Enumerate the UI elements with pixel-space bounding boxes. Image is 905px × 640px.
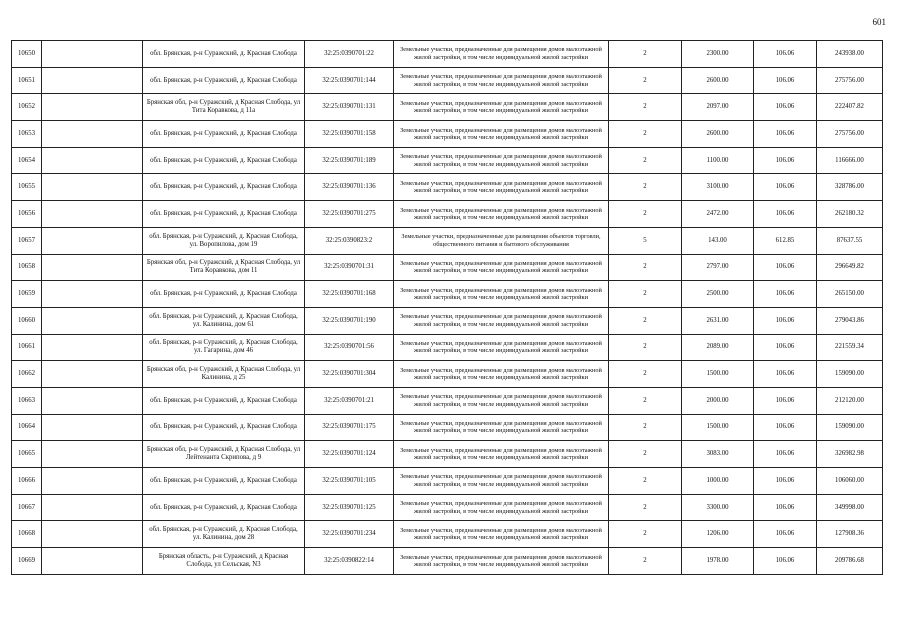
cell-land-use: Земельные участки, предназначенные для размещения домов малоэтажной жилой застройки, в том числе индивидуальной жилой застройки xyxy=(394,361,609,388)
cell-number: 10661 xyxy=(12,334,42,361)
table-body xyxy=(12,41,883,575)
cell-cadastral-number: 32:25:0390701:234 xyxy=(305,521,394,548)
table-row xyxy=(12,94,883,121)
cell-empty xyxy=(42,174,143,201)
cell-cadastral-number: 32:25:0390701:168 xyxy=(305,281,394,308)
cell-empty xyxy=(42,254,143,281)
cell-number: 10654 xyxy=(12,147,42,174)
cell-address: Брянская обл, р-н Суражский, д Красная Слобода, ул Тита Коравкова, дом 11 xyxy=(143,254,305,281)
cell-empty xyxy=(42,41,143,68)
cell-address: Брянская область, р-н Суражский, д Красная Слобода, ул Сельская, N3 xyxy=(143,548,305,575)
cell-land-use: Земельные участки, предназначенные для размещения домов малоэтажной жилой застройки, в том числе индивидуальной жилой застройки xyxy=(394,254,609,281)
cell-specific-value: 106.06 xyxy=(754,201,817,228)
cell-group: 2 xyxy=(609,414,682,441)
cell-cadastral-value: 87637.55 xyxy=(817,227,883,254)
cell-area: 2300.00 xyxy=(682,41,754,68)
cell-specific-value: 106.06 xyxy=(754,334,817,361)
cell-number: 10662 xyxy=(12,361,42,388)
cell-cadastral-number: 32:25:0390701:189 xyxy=(305,147,394,174)
cell-land-use: Земельные участки, предназначенные для размещения домов малоэтажной жилой застройки, в том числе индивидуальной жилой застройки xyxy=(394,201,609,228)
cell-address: обл. Брянская, р-н Суражский, д. Красная Слобода xyxy=(143,201,305,228)
cell-area: 2631.00 xyxy=(682,307,754,334)
cell-specific-value: 106.06 xyxy=(754,361,817,388)
cell-group: 2 xyxy=(609,307,682,334)
cell-empty xyxy=(42,281,143,308)
cell-cadastral-number: 32:25:0390701:190 xyxy=(305,307,394,334)
cell-address: обл. Брянская, р-н Суражский, д. Красная Слобода xyxy=(143,468,305,495)
cell-land-use: Земельные участки, предназначенные для размещения домов малоэтажной жилой застройки, в том числе индивидуальной жилой застройки xyxy=(394,174,609,201)
cell-cadastral-value: 265150.00 xyxy=(817,281,883,308)
table-row xyxy=(12,521,883,548)
cell-land-use: Земельные участки, предназначенные для размещения домов малоэтажной жилой застройки, в том числе индивидуальной жилой застройки xyxy=(394,121,609,148)
table-row xyxy=(12,441,883,468)
cell-number: 10653 xyxy=(12,121,42,148)
cell-empty xyxy=(42,94,143,121)
cell-empty xyxy=(42,121,143,148)
cell-specific-value: 106.06 xyxy=(754,147,817,174)
cell-group: 2 xyxy=(609,41,682,68)
cell-specific-value: 106.06 xyxy=(754,414,817,441)
cell-cadastral-value: 279043.86 xyxy=(817,307,883,334)
cell-cadastral-value: 212120.00 xyxy=(817,387,883,414)
cell-cadastral-number: 32:25:0390701:31 xyxy=(305,254,394,281)
cell-number: 10658 xyxy=(12,254,42,281)
cell-cadastral-value: 296649.82 xyxy=(817,254,883,281)
cell-empty xyxy=(42,441,143,468)
cell-address: обл. Брянская, р-н Суражский, д. Красная Слобода xyxy=(143,121,305,148)
cell-address: обл. Брянская, р-н Суражский, д. Красная Слобода xyxy=(143,494,305,521)
cell-number: 10669 xyxy=(12,548,42,575)
table-row xyxy=(12,201,883,228)
table-row xyxy=(12,307,883,334)
cell-cadastral-number: 32:25:0390701:124 xyxy=(305,441,394,468)
table-row xyxy=(12,494,883,521)
cell-cadastral-value: 222407.82 xyxy=(817,94,883,121)
table-row xyxy=(12,387,883,414)
cell-group: 2 xyxy=(609,441,682,468)
cell-group: 2 xyxy=(609,361,682,388)
cell-specific-value: 106.06 xyxy=(754,67,817,94)
cell-cadastral-value: 127908.36 xyxy=(817,521,883,548)
cell-address: обл. Брянская, р-н Суражский, д. Красная Слобода xyxy=(143,414,305,441)
cell-number: 10659 xyxy=(12,281,42,308)
cell-address: Брянская обл, р-н Суражский, д Красная Слобода, ул Тита Коравкова, д 11а xyxy=(143,94,305,121)
cell-cadastral-value: 328786.00 xyxy=(817,174,883,201)
cell-land-use: Земельные участки, предназначенные для размещения домов малоэтажной жилой застройки, в том числе индивидуальной жилой застройки xyxy=(394,147,609,174)
cell-group: 2 xyxy=(609,387,682,414)
cell-empty xyxy=(42,414,143,441)
cell-land-use: Земельные участки, предназначенные для размещения домов малоэтажной жилой застройки, в том числе индивидуальной жилой застройки xyxy=(394,67,609,94)
cell-area: 2472.00 xyxy=(682,201,754,228)
cell-group: 2 xyxy=(609,494,682,521)
cell-area: 1500.00 xyxy=(682,414,754,441)
cell-number: 10655 xyxy=(12,174,42,201)
cell-specific-value: 106.06 xyxy=(754,254,817,281)
cell-specific-value: 106.06 xyxy=(754,441,817,468)
cell-cadastral-number: 32:25:0390701:136 xyxy=(305,174,394,201)
cell-group: 2 xyxy=(609,201,682,228)
cell-empty xyxy=(42,201,143,228)
cell-land-use: Земельные участки, предназначенные для размещения домов малоэтажной жилой застройки, в том числе индивидуальной жилой застройки xyxy=(394,468,609,495)
cell-address: обл. Брянская, р-н Суражский, д. Красная Слобода, ул. Гагарина, дом 46 xyxy=(143,334,305,361)
table-row xyxy=(12,254,883,281)
table-row xyxy=(12,227,883,254)
cell-area: 143.00 xyxy=(682,227,754,254)
cell-number: 10656 xyxy=(12,201,42,228)
cell-area: 2000.00 xyxy=(682,387,754,414)
cell-cadastral-value: 349998.00 xyxy=(817,494,883,521)
table-row xyxy=(12,361,883,388)
cell-specific-value: 106.06 xyxy=(754,281,817,308)
cell-cadastral-number: 32:25:0390701:175 xyxy=(305,414,394,441)
cell-number: 10660 xyxy=(12,307,42,334)
cell-specific-value: 612.85 xyxy=(754,227,817,254)
table-row xyxy=(12,414,883,441)
cell-cadastral-number: 32:25:0390701:158 xyxy=(305,121,394,148)
cell-number: 10664 xyxy=(12,414,42,441)
table-row xyxy=(12,468,883,495)
cell-group: 2 xyxy=(609,281,682,308)
table-row xyxy=(12,174,883,201)
cell-number: 10666 xyxy=(12,468,42,495)
cell-land-use: Земельные участки, предназначенные для размещения домов малоэтажной жилой застройки, в том числе индивидуальной жилой застройки xyxy=(394,307,609,334)
cell-area: 3300.00 xyxy=(682,494,754,521)
cell-area: 3083.00 xyxy=(682,441,754,468)
cell-area: 1000.00 xyxy=(682,468,754,495)
table-row xyxy=(12,67,883,94)
cell-number: 10657 xyxy=(12,227,42,254)
cell-address: обл. Брянская, р-н Суражский, д. Красная Слобода xyxy=(143,41,305,68)
table-row xyxy=(12,121,883,148)
cadastral-value-table xyxy=(11,40,883,575)
cell-cadastral-number: 32:25:0390701:304 xyxy=(305,361,394,388)
cell-group: 2 xyxy=(609,334,682,361)
cell-group: 2 xyxy=(609,94,682,121)
table-row xyxy=(12,147,883,174)
cell-empty xyxy=(42,548,143,575)
cell-area: 1978.00 xyxy=(682,548,754,575)
cell-cadastral-value: 106060.00 xyxy=(817,468,883,495)
cell-area: 2089.00 xyxy=(682,334,754,361)
cell-cadastral-value: 326982.98 xyxy=(817,441,883,468)
cell-cadastral-number: 32:25:0390701:105 xyxy=(305,468,394,495)
cell-specific-value: 106.06 xyxy=(754,307,817,334)
cell-cadastral-value: 159090.00 xyxy=(817,361,883,388)
cell-address: Брянская обл, р-н Суражский, д Красная Слобода, ул Калинина, д 25 xyxy=(143,361,305,388)
cell-address: обл. Брянская, р-н Суражский, д. Красная Слобода xyxy=(143,147,305,174)
cell-address: Брянская обл, р-н Суражский, д Красная Слобода, ул Лейтенанта Скрипова, д 9 xyxy=(143,441,305,468)
cell-specific-value: 106.06 xyxy=(754,494,817,521)
cell-cadastral-number: 32:25:0390822:14 xyxy=(305,548,394,575)
table-row xyxy=(12,41,883,68)
cell-empty xyxy=(42,307,143,334)
cell-land-use: Земельные участки, предназначенные для размещения объектов торговли, общественного питания и бытового обслуживания xyxy=(394,227,609,254)
cell-address: обл. Брянская, р-н Суражский, д. Красная Слобода xyxy=(143,281,305,308)
cell-area: 1500.00 xyxy=(682,361,754,388)
cell-cadastral-number: 32:25:0390701:125 xyxy=(305,494,394,521)
cell-empty xyxy=(42,227,143,254)
cell-land-use: Земельные участки, предназначенные для размещения домов малоэтажной жилой застройки, в том числе индивидуальной жилой застройки xyxy=(394,494,609,521)
cell-land-use: Земельные участки, предназначенные для размещения домов малоэтажной жилой застройки, в том числе индивидуальной жилой застройки xyxy=(394,281,609,308)
cell-area: 2500.00 xyxy=(682,281,754,308)
cell-group: 2 xyxy=(609,254,682,281)
cell-cadastral-value: 159090.00 xyxy=(817,414,883,441)
cell-group: 2 xyxy=(609,548,682,575)
cell-land-use: Земельные участки, предназначенные для размещения домов малоэтажной жилой застройки, в том числе индивидуальной жилой застройки xyxy=(394,334,609,361)
cell-cadastral-number: 32:25:0390823:2 xyxy=(305,227,394,254)
cell-address: обл. Брянская, р-н Суражский, д. Красная Слобода, ул. Воропилова, дом 19 xyxy=(143,227,305,254)
cell-empty xyxy=(42,521,143,548)
cell-group: 2 xyxy=(609,121,682,148)
cell-number: 10668 xyxy=(12,521,42,548)
cell-area: 2097.00 xyxy=(682,94,754,121)
cell-cadastral-value: 221559.34 xyxy=(817,334,883,361)
cell-specific-value: 106.06 xyxy=(754,94,817,121)
cell-land-use: Земельные участки, предназначенные для размещения домов малоэтажной жилой застройки, в том числе индивидуальной жилой застройки xyxy=(394,548,609,575)
cell-area: 2600.00 xyxy=(682,121,754,148)
cell-specific-value: 106.06 xyxy=(754,548,817,575)
cell-land-use: Земельные участки, предназначенные для размещения домов малоэтажной жилой застройки, в том числе индивидуальной жилой застройки xyxy=(394,414,609,441)
cell-group: 2 xyxy=(609,67,682,94)
cell-land-use: Земельные участки, предназначенные для размещения домов малоэтажной жилой застройки, в том числе индивидуальной жилой застройки xyxy=(394,387,609,414)
cell-cadastral-value: 275756.00 xyxy=(817,67,883,94)
cell-group: 5 xyxy=(609,227,682,254)
cell-specific-value: 106.06 xyxy=(754,41,817,68)
cell-empty xyxy=(42,494,143,521)
cell-address: обл. Брянская, р-н Суражский, д. Красная Слобода, ул. Калинина, дом 28 xyxy=(143,521,305,548)
cell-empty xyxy=(42,387,143,414)
cell-number: 10667 xyxy=(12,494,42,521)
cell-empty xyxy=(42,361,143,388)
cell-specific-value: 106.06 xyxy=(754,468,817,495)
cell-land-use: Земельные участки, предназначенные для размещения домов малоэтажной жилой застройки, в том числе индивидуальной жилой застройки xyxy=(394,41,609,68)
cell-area: 1206.00 xyxy=(682,521,754,548)
cell-cadastral-number: 32:25:0390701:21 xyxy=(305,387,394,414)
cell-cadastral-value: 209786.68 xyxy=(817,548,883,575)
cell-specific-value: 106.06 xyxy=(754,174,817,201)
table-row xyxy=(12,334,883,361)
cell-empty xyxy=(42,468,143,495)
cell-empty xyxy=(42,334,143,361)
cell-empty xyxy=(42,67,143,94)
table-row xyxy=(12,281,883,308)
cell-group: 2 xyxy=(609,521,682,548)
cell-land-use: Земельные участки, предназначенные для размещения домов малоэтажной жилой застройки, в том числе индивидуальной жилой застройки xyxy=(394,441,609,468)
cell-address: обл. Брянская, р-н Суражский, д. Красная Слобода xyxy=(143,67,305,94)
cell-specific-value: 106.06 xyxy=(754,521,817,548)
cell-cadastral-number: 32:25:0390701:131 xyxy=(305,94,394,121)
cell-cadastral-value: 116666.00 xyxy=(817,147,883,174)
cell-number: 10665 xyxy=(12,441,42,468)
cell-group: 2 xyxy=(609,147,682,174)
page-number: 601 xyxy=(872,17,886,27)
cell-area: 3100.00 xyxy=(682,174,754,201)
cell-cadastral-value: 262180.32 xyxy=(817,201,883,228)
cell-cadastral-number: 32:25:0390701:275 xyxy=(305,201,394,228)
cell-land-use: Земельные участки, предназначенные для размещения домов малоэтажной жилой застройки, в том числе индивидуальной жилой застройки xyxy=(394,521,609,548)
cell-cadastral-number: 32:25:0390701:56 xyxy=(305,334,394,361)
cell-address: обл. Брянская, р-н Суражский, д. Красная Слобода xyxy=(143,174,305,201)
cell-number: 10650 xyxy=(12,41,42,68)
cell-cadastral-number: 32:25:0390701:22 xyxy=(305,41,394,68)
cell-specific-value: 106.06 xyxy=(754,387,817,414)
cell-number: 10652 xyxy=(12,94,42,121)
cell-cadastral-number: 32:25:0390701:144 xyxy=(305,67,394,94)
cell-area: 2600.00 xyxy=(682,67,754,94)
cell-land-use: Земельные участки, предназначенные для размещения домов малоэтажной жилой застройки, в том числе индивидуальной жилой застройки xyxy=(394,94,609,121)
table-row xyxy=(12,548,883,575)
cell-cadastral-value: 275756.00 xyxy=(817,121,883,148)
cell-group: 2 xyxy=(609,468,682,495)
cell-address: обл. Брянская, р-н Суражский, д. Красная Слобода, ул. Калинина, дом 61 xyxy=(143,307,305,334)
cell-number: 10651 xyxy=(12,67,42,94)
cell-number: 10663 xyxy=(12,387,42,414)
cell-specific-value: 106.06 xyxy=(754,121,817,148)
cell-address: обл. Брянская, р-н Суражский, д. Красная Слобода xyxy=(143,387,305,414)
cell-group: 2 xyxy=(609,174,682,201)
cell-empty xyxy=(42,147,143,174)
cell-area: 1100.00 xyxy=(682,147,754,174)
cell-cadastral-value: 243938.00 xyxy=(817,41,883,68)
cell-area: 2797.00 xyxy=(682,254,754,281)
